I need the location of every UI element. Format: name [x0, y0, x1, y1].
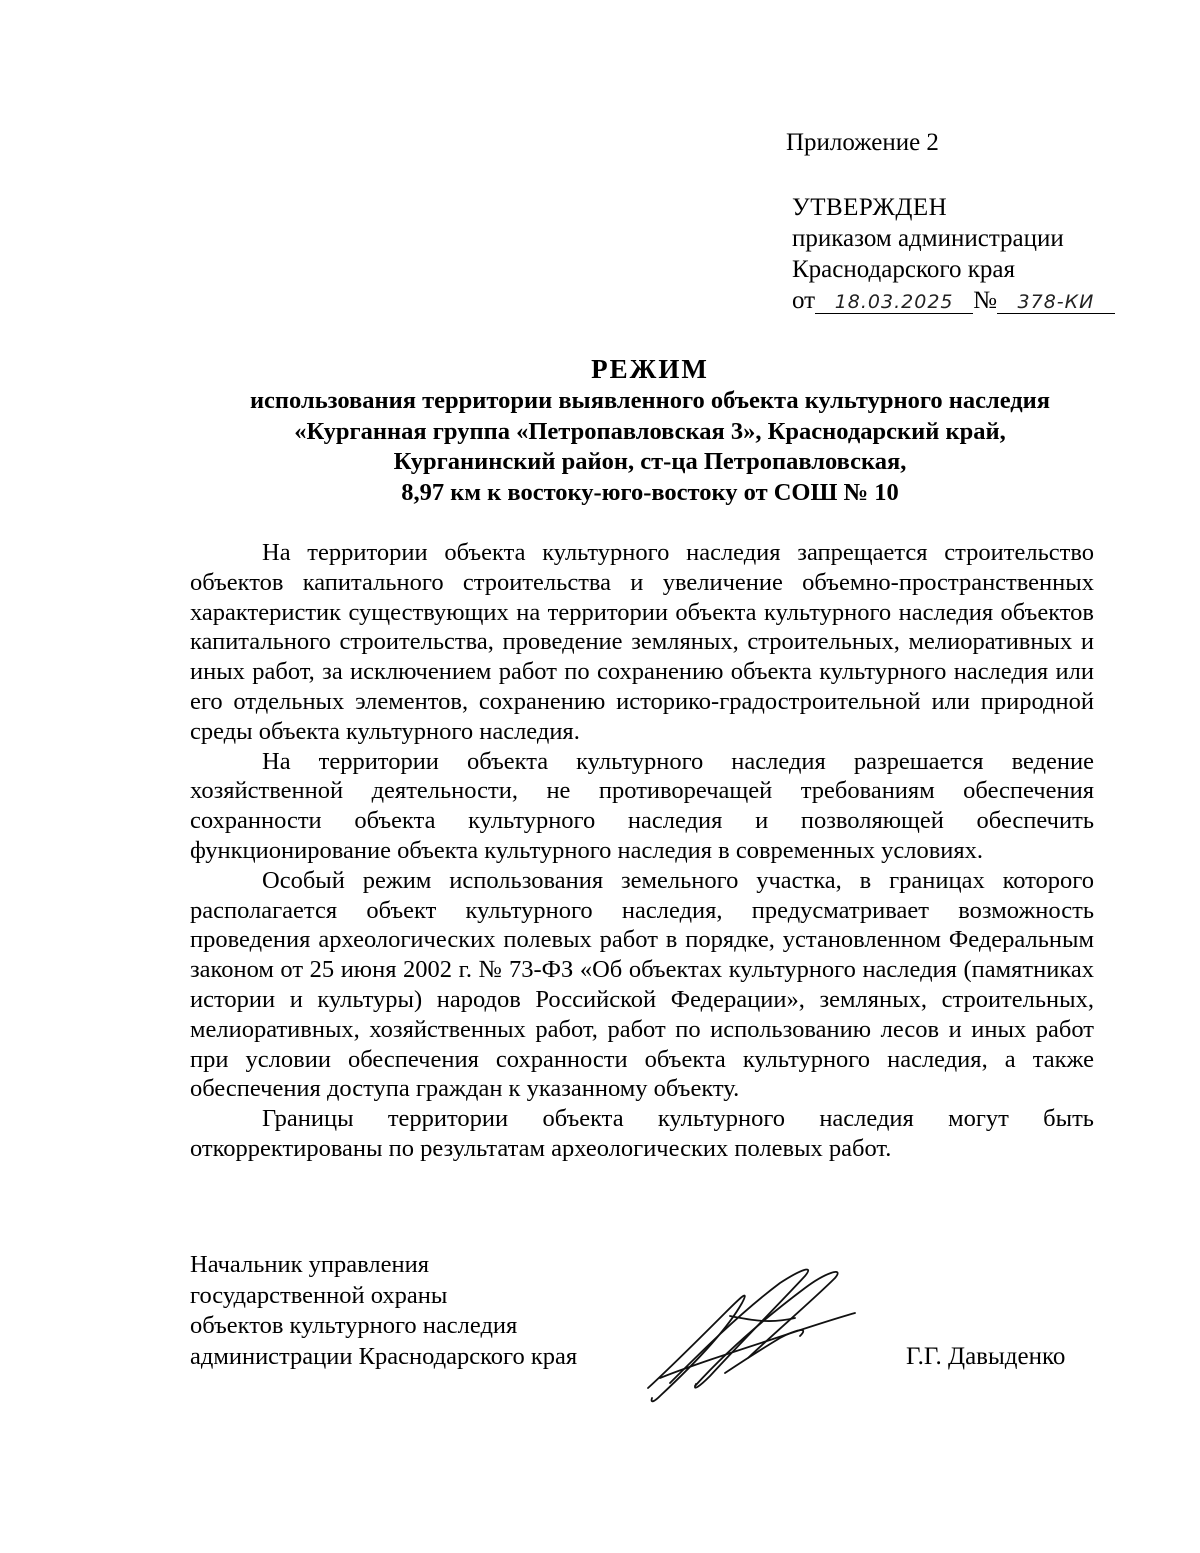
approved-by-line-2: Краснодарского края [792, 256, 1015, 283]
signatory-position-line-3: объектов культурного наследия [190, 1312, 518, 1339]
approved-by-line-1: приказом администрации [792, 225, 1064, 252]
body-paragraph-1: На территории объекта культурного наследия запрещается строительство объектов капитального строительства и увеличение объемно-пространственных характеристик существующих на территории объекта культурного наследия объектов капитального строительства, проведение земляных, строительных, мелиоративных и иных работ, за исключением работ по сохранению объекта культурного наследия или его отдельных элементов, сохранению историко-градостроительной или природной среды объекта культурного наследия. [190, 539, 1094, 745]
body-paragraph-3: Особый режим использования земельного участка, в границах которого располагается объект культурного наследия, предусматривает возможность проведения археологических полевых работ в порядке, установленном Федеральным законом от 25 июня 2002 г. № 73-ФЗ «Об объектах культурного наследия (памятниках истории и культуры) народов Российской Федерации», земляных, строительных, мелиоративных, хозяйственных работ, работ по использованию лесов и иных работ при условии обеспечения сохранности объекта культурного наследия, а также обеспечения доступа граждан к указанному объекту. [190, 866, 1094, 1103]
number-prefix: № [973, 287, 997, 314]
approved-heading: УТВЕРЖДЕН [792, 194, 948, 221]
document-title: РЕЖИМ [591, 354, 709, 384]
handwritten-order-number: 378-КИ [997, 291, 1115, 314]
approval-stamp-block [792, 192, 1115, 316]
subtitle-line-2: «Курганная группа «Петропавловская 3», Краснодарский край, [294, 417, 1006, 445]
body-paragraph-2: На территории объекта культурного наследия разрешается ведение хозяйственной деятельности, не противоречащей требованиям обеспечения сохранности объекта культурного наследия и позволяющей обеспечить функционирование объекта культурного наследия в современных условиях. [190, 747, 1094, 864]
body-paragraph-4: Границы территории объекта культурного наследия могут быть откорректированы по результатам археологических полевых работ. [190, 1105, 1094, 1162]
subtitle-line-4: 8,97 км к востоку-юго-востоку от СОШ № 10 [401, 478, 899, 506]
signatory-position-line-1: Начальник управления [190, 1251, 429, 1278]
appendix-label: Приложение 2 [786, 129, 939, 156]
document-subtitle [130, 386, 1170, 508]
order-date-number-line [792, 285, 1115, 316]
document-body [190, 538, 1094, 1164]
subtitle-line-1: использования территории выявленного объекта культурного наследия [249, 387, 1051, 414]
signatory-position [190, 1250, 577, 1372]
handwritten-date: 18.03.2025 [815, 291, 973, 314]
signatory-name: Г.Г. Давыденко [906, 1343, 1066, 1370]
signatory-position-line-2: государственной охраны [190, 1281, 448, 1309]
subtitle-line-3: Курганинский район, ст-ца Петропавловская, [393, 448, 907, 475]
signatory-position-line-4: администрации Краснодарского края [190, 1342, 578, 1370]
handwritten-signature [630, 1258, 860, 1408]
date-prefix: от [792, 287, 816, 314]
